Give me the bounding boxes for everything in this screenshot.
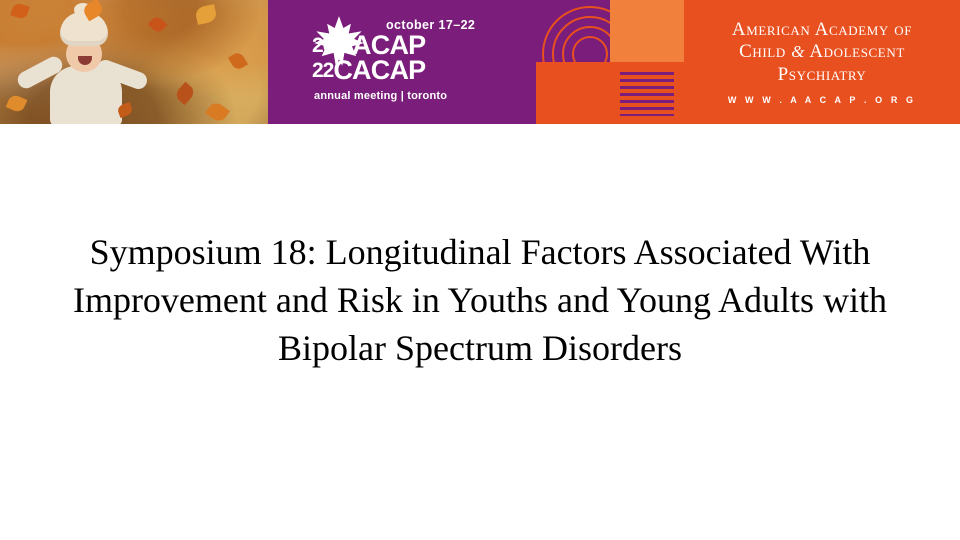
orange-circle-shape — [616, 2, 674, 60]
academy-line-2 — [739, 41, 905, 63]
graphic-quadrant-top-right — [610, 0, 684, 62]
aacap-meeting-logo — [268, 0, 536, 124]
slide-header-banner — [0, 0, 960, 124]
cacap-acronym: CACAP — [333, 55, 426, 85]
meeting-subtitle: annual meeting | toronto — [314, 90, 448, 102]
aacap-year-prefix-2: 22 — [312, 59, 334, 82]
concentric-rings-icon — [542, 6, 610, 62]
academy-line-2-b: Adolescent — [805, 41, 905, 63]
child-knit-hat — [60, 12, 108, 46]
ampersand-icon: & — [791, 42, 806, 62]
academy-website-url: W W W . A A C A P . O R G — [727, 94, 917, 105]
graphic-quadrant-bottom-left — [536, 62, 610, 124]
graphic-quadrant-bottom-right — [610, 62, 684, 124]
aacap-year-prefix-1: 20 — [312, 34, 334, 57]
striped-pattern-shape — [620, 72, 674, 116]
autumn-photo — [0, 0, 268, 124]
aacap-organization-logo — [684, 0, 960, 124]
decorative-graphic-block — [536, 0, 684, 124]
academy-line-2-a: Child — [739, 41, 792, 63]
graphic-quadrant-top-left — [536, 0, 610, 62]
child-figure — [34, 12, 154, 124]
slide-title-block — [36, 228, 924, 373]
meeting-dates: october 17–22 — [386, 18, 476, 32]
academy-line-1: American Academy of — [731, 19, 913, 41]
aacap-acronym: AACAP — [333, 30, 426, 60]
aacap-logo-line-2 — [312, 55, 425, 86]
slide-title: Symposium 18: Longitudinal Factors Associated With Improvement and Risk in Youths and Young Adults with Bipolar Spectrum Disorders — [72, 232, 888, 369]
academy-line-3: Psychiatry — [777, 63, 867, 85]
child-body — [50, 66, 122, 124]
